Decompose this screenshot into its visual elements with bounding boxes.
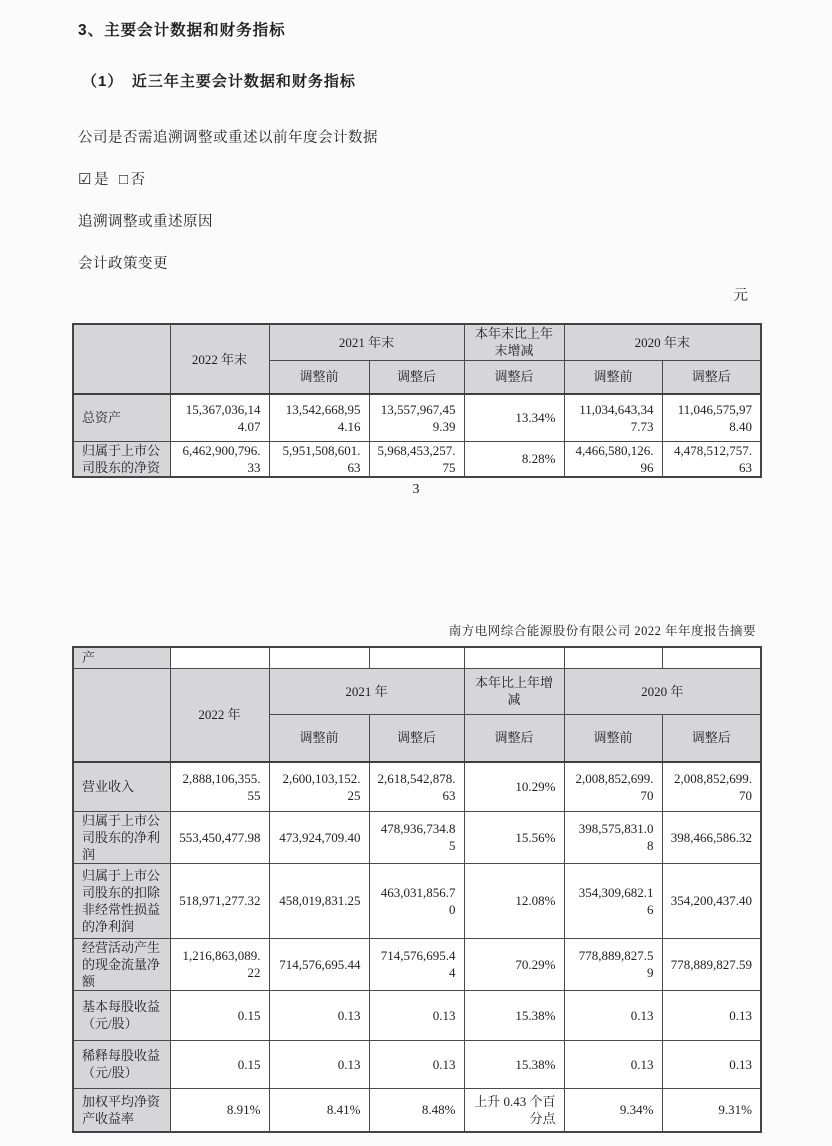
value-cell: 上升 0.43 个百分点 [464, 1088, 564, 1132]
empty-cell [662, 647, 761, 668]
table-row [73, 1040, 761, 1088]
value-cell: 778,889,827.59 [662, 938, 761, 990]
value-cell: 518,971,277.32 [170, 863, 269, 938]
value-cell: 15.38% [464, 990, 564, 1040]
empty-cell [269, 647, 369, 668]
restate-answer-row [78, 168, 146, 189]
value-cell: 0.13 [369, 990, 464, 1040]
yes-option [78, 172, 109, 188]
value-cell: 0.13 [564, 990, 662, 1040]
value-cell: 0.13 [369, 1040, 464, 1088]
income-indicator-table [72, 646, 762, 1133]
value-cell: 8.48% [369, 1088, 464, 1132]
empty-cell [170, 647, 269, 668]
value-cell: 778,889,827.59 [564, 938, 662, 990]
value-cell: 2,618,542,878.63 [369, 762, 464, 811]
table1-2020-post: 调整后 [662, 360, 761, 394]
value-cell: 15.38% [464, 1040, 564, 1088]
value-cell: 8.28% [464, 441, 564, 477]
table2-2021-pre: 调整前 [269, 714, 369, 762]
row-label-cell: 归属于上市公司股东的净利润 [73, 811, 170, 863]
table1-col-change: 本年末比上年末增减 [464, 324, 564, 360]
no-option [119, 172, 146, 188]
value-cell: 9.34% [564, 1088, 662, 1132]
table1-corner-cell [73, 324, 170, 394]
empty-cell [369, 647, 464, 668]
table-row [73, 394, 761, 441]
value-cell: 2,008,852,699.70 [564, 762, 662, 811]
value-cell: 0.13 [662, 990, 761, 1040]
value-cell: 5,968,453,257.75 [369, 441, 464, 477]
table2-col-2020: 2020 年 [564, 668, 761, 714]
value-cell: 354,200,437.40 [662, 863, 761, 938]
table1-change-post: 调整后 [464, 360, 564, 394]
carryover-label-cell: 产 [73, 647, 170, 668]
value-cell: 4,478,512,757.63 [662, 441, 761, 477]
value-cell: 0.13 [662, 1040, 761, 1088]
value-cell: 9.31% [662, 1088, 761, 1132]
empty-cell [564, 647, 662, 668]
value-cell: 11,046,575,978.40 [662, 394, 761, 441]
table1-col-2021: 2021 年末 [269, 324, 464, 360]
table2-2021-post: 调整后 [369, 714, 464, 762]
value-cell: 6,462,900,796.33 [170, 441, 269, 477]
table2-2020-post: 调整后 [662, 714, 761, 762]
row-label-cell: 经营活动产生的现金流量净额 [73, 938, 170, 990]
table-row [73, 863, 761, 938]
restate-reason-value: 会计政策变更 [78, 256, 168, 272]
value-cell: 11,034,643,347.73 [564, 394, 662, 441]
value-cell: 0.13 [269, 990, 369, 1040]
table-row [73, 1088, 761, 1132]
value-cell: 0.15 [170, 1040, 269, 1088]
value-cell: 8.41% [269, 1088, 369, 1132]
table-row [73, 938, 761, 990]
section-heading: 3、主要会计数据和财务指标 [78, 22, 286, 39]
value-cell: 0.13 [564, 1040, 662, 1088]
empty-cell [464, 647, 564, 668]
value-cell: 13,542,668,954.16 [269, 394, 369, 441]
table2-change-post: 调整后 [464, 714, 564, 762]
value-cell: 398,575,831.08 [564, 811, 662, 863]
table1-2021-pre: 调整前 [269, 360, 369, 394]
value-cell: 2,888,106,355.55 [170, 762, 269, 811]
restate-reason-title: 追溯调整或重述原因 [78, 214, 213, 230]
no-label: 否 [130, 172, 146, 188]
value-cell: 354,309,682.16 [564, 863, 662, 938]
carryover-row [73, 647, 761, 668]
value-cell: 10.29% [464, 762, 564, 811]
value-cell: 0.15 [170, 990, 269, 1040]
row-label-cell: 归属于上市公司股东的净资 [73, 441, 170, 477]
checkbox-unchecked-icon: □ [118, 172, 129, 188]
value-cell: 70.29% [464, 938, 564, 990]
table1-2020-pre: 调整前 [564, 360, 662, 394]
table1-header-row1 [73, 324, 761, 360]
value-cell: 2,008,852,699.70 [662, 762, 761, 811]
table-row [73, 990, 761, 1040]
table2-col-2021: 2021 年 [269, 668, 464, 714]
page-number: 3 [412, 482, 420, 497]
checkbox-checked-icon: ☑ [78, 172, 92, 188]
value-cell: 0.13 [269, 1040, 369, 1088]
value-cell: 8.91% [170, 1088, 269, 1132]
value-cell: 463,031,856.70 [369, 863, 464, 938]
value-cell: 1,216,863,089.22 [170, 938, 269, 990]
value-cell: 458,019,831.25 [269, 863, 369, 938]
table1-2021-post: 调整后 [369, 360, 464, 394]
subsection-heading: （1） 近三年主要会计数据和财务指标 [82, 73, 356, 90]
table2-header-row1 [73, 668, 761, 714]
row-label-cell: 加权平均净资产收益率 [73, 1088, 170, 1132]
value-cell: 13.34% [464, 394, 564, 441]
table2-col-change: 本年比上年增减 [464, 668, 564, 714]
table2-2020-pre: 调整前 [564, 714, 662, 762]
table2-corner-cell [73, 668, 170, 762]
report-caption: 南方电网综合能源股份有限公司 2022 年年度报告摘要 [448, 624, 756, 638]
table-row [73, 441, 761, 477]
restate-question: 公司是否需追溯调整或重述以前年度会计数据 [78, 130, 378, 146]
value-cell: 5,951,508,601.63 [269, 441, 369, 477]
value-cell: 15,367,036,144.07 [170, 394, 269, 441]
value-cell: 473,924,709.40 [269, 811, 369, 863]
value-cell: 478,936,734.85 [369, 811, 464, 863]
table2-col-2022: 2022 年 [170, 668, 269, 762]
table-row [73, 762, 761, 811]
value-cell: 714,576,695.44 [269, 938, 369, 990]
table1-col-2022: 2022 年末 [170, 324, 269, 394]
table1-col-2020: 2020 年末 [564, 324, 761, 360]
value-cell: 398,466,586.32 [662, 811, 761, 863]
row-label-cell: 稀释每股收益（元/股） [73, 1040, 170, 1088]
value-cell: 15.56% [464, 811, 564, 863]
value-cell: 553,450,477.98 [170, 811, 269, 863]
value-cell: 12.08% [464, 863, 564, 938]
row-label-cell: 总资产 [73, 394, 170, 441]
yes-label: 是 [93, 172, 109, 188]
balance-sheet-table [72, 323, 762, 478]
table-row [73, 811, 761, 863]
value-cell: 714,576,695.44 [369, 938, 464, 990]
value-cell: 4,466,580,126.96 [564, 441, 662, 477]
value-cell: 13,557,967,459.39 [369, 394, 464, 441]
row-label-cell: 营业收入 [73, 762, 170, 811]
value-cell: 2,600,103,152.25 [269, 762, 369, 811]
currency-unit-label: 元 [733, 288, 748, 304]
row-label-cell: 归属于上市公司股东的扣除非经常性损益的净利润 [73, 863, 170, 938]
row-label-cell: 基本每股收益（元/股） [73, 990, 170, 1040]
